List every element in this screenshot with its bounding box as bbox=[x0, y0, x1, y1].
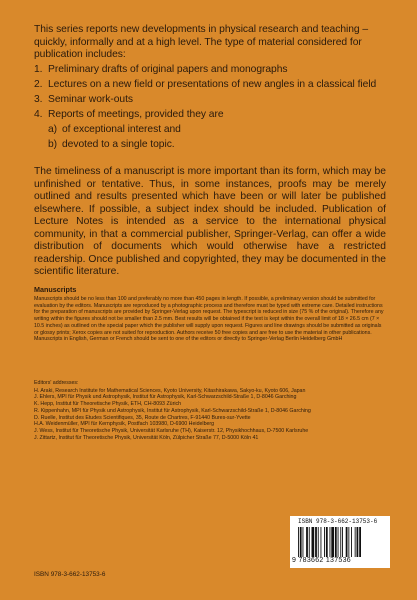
editor-address: D. Ruelle, Institut des Etudes Scientifiques, 35, Route de Chartres, F-91440 Bures-sur-Yvette bbox=[34, 414, 251, 421]
barcode-bar bbox=[309, 527, 310, 557]
editor-address: J. Wess, Institut für Theoretische Physik, Universität Karlsruhe (TH), Kaiserstr. 12, Physikhochhaus, D-7500 Karlsruhe bbox=[34, 427, 309, 434]
barcode-bar bbox=[359, 527, 361, 557]
list-item: 2. Lectures on a new field or presentations of new angles in a classical field bbox=[34, 78, 377, 90]
barcode-bar bbox=[357, 527, 359, 557]
editor-address: H.A. Weidenmüller, MPI für Kernphysik, Postfach 103980, D-6900 Heidelberg bbox=[34, 421, 215, 428]
barcode-bar bbox=[331, 527, 334, 557]
editor-address: J. Ehlers, MPI für Physik und Astrophysik, Institut für Astrophysik, Karl-Schwarzschild-Straße 1, D-8046 Garching bbox=[34, 394, 297, 401]
timeliness-paragraph: The timeliness of a manuscript is more important than its form, which may be unfinished or tentative. Thus, in some instances, proofs may be merely outlined and results presented which have been or will later be published elsewhere. If possible, a subject index should be included. Publication of Lecture Notes is intended as a service to the international physical community, in that a commercial publisher, Springer-Verlag, can offer a wide distribution of documents which would otherwise have a restricted readership. Once published and copyrighted, they may be documented in the scientific literature. bbox=[34, 166, 386, 278]
barcode-label bbox=[290, 516, 390, 568]
barcode-icon bbox=[298, 527, 384, 557]
barcode-bar bbox=[346, 527, 348, 557]
barcode-bar bbox=[306, 527, 308, 557]
editor-address: K. Hepp, Institut für Theoretische Physik, ETH, CH-8093 Zürich bbox=[34, 401, 182, 408]
barcode-bar bbox=[321, 527, 322, 557]
barcode-isbn: ISBN 978-3-662-13753-6 bbox=[298, 518, 378, 525]
barcode-bar bbox=[335, 527, 337, 557]
list-item: b) devoted to a single topic. bbox=[48, 138, 175, 150]
barcode-bar bbox=[338, 527, 339, 557]
barcode-digits: 9 783662 137536 bbox=[292, 557, 351, 564]
barcode-bar bbox=[303, 527, 304, 557]
series-description bbox=[34, 24, 384, 154]
editors-label: Editors' addresses: bbox=[34, 380, 79, 386]
material-list bbox=[34, 64, 384, 122]
list-item: 1. Preliminary drafts of original papers and monographs bbox=[34, 63, 288, 75]
manuscripts-heading: Manuscripts bbox=[34, 285, 77, 294]
barcode-bar bbox=[355, 527, 356, 557]
barcode-bar bbox=[318, 527, 319, 557]
intro-paragraph: This series reports new developments in physical research and teaching – quickly, informally and at a high level. The type of material considered for publication includes: bbox=[34, 24, 369, 61]
barcode-bar bbox=[348, 527, 349, 557]
editors-addresses bbox=[34, 380, 386, 441]
barcode-bar bbox=[312, 527, 315, 557]
list-item: 4. Reports of meetings, provided they are bbox=[34, 108, 224, 120]
list-item: 3. Seminar work-outs bbox=[34, 93, 133, 105]
manuscripts-text: Manuscripts should be no less than 100 and preferably no more than 450 pages in length. If possible, a preliminary version should be submitted for evaluation by the editors. Manuscripts are reproduced by a photographic process and therefore must be typed with extreme care. Detailed instructions for the preparation of manuscripts are provided by Springer-Verlag upon request. The typescript is reduced in size (75 % of the original). Therefore any writing within the figures should not be smaller than 2.5 mm. Best results will be obtained if the text is kept within the overall limit of 18 × 26.5 cm (7 × 10.5 inches) as outlined on the special paper which the publisher will supply upon request. Figures and line drawings should be submitted as originals or glossy prints; Xerox copies are not suited for reproduction. Authors receive 50 free copies and are free to use the material in other publications. Manuscripts in English, German or French should be sent to one of the editors or directly to Springer-Verlag Berlin Heidelberg GmbH bbox=[34, 296, 384, 343]
barcode-bar bbox=[315, 527, 317, 557]
barcode-bar bbox=[298, 527, 299, 557]
editor-address: R. Kippenhahn, MPI für Physik und Astrophysik, Institut für Astrophysik, Karl-Schwarzschild-Straße 1, D-8046 Garching bbox=[34, 407, 311, 414]
editor-address: H. Araki, Research Institute for Mathematical Sciences, Kyoto University, Kitashirakawa, Sakyo-ku, Kyoto 606, Japan bbox=[34, 387, 306, 394]
barcode-bar bbox=[342, 527, 343, 557]
barcode-bar bbox=[340, 527, 341, 557]
editor-address: J. Zittartz, Institut für Theoretische Physik, Universität Köln, Zülpicher Straße 77, D-5000 Köln 41 bbox=[34, 434, 259, 441]
barcode-bar bbox=[326, 527, 328, 557]
barcode-bar bbox=[351, 527, 352, 557]
isbn-number: ISBN 978-3-662-13753-6 bbox=[34, 571, 106, 578]
list-item: a) of exceptional interest and bbox=[48, 123, 181, 135]
barcode-bar bbox=[324, 527, 325, 557]
barcode-bar bbox=[330, 527, 331, 557]
meeting-conditions-list bbox=[34, 124, 384, 152]
barcode-bar bbox=[300, 527, 302, 557]
